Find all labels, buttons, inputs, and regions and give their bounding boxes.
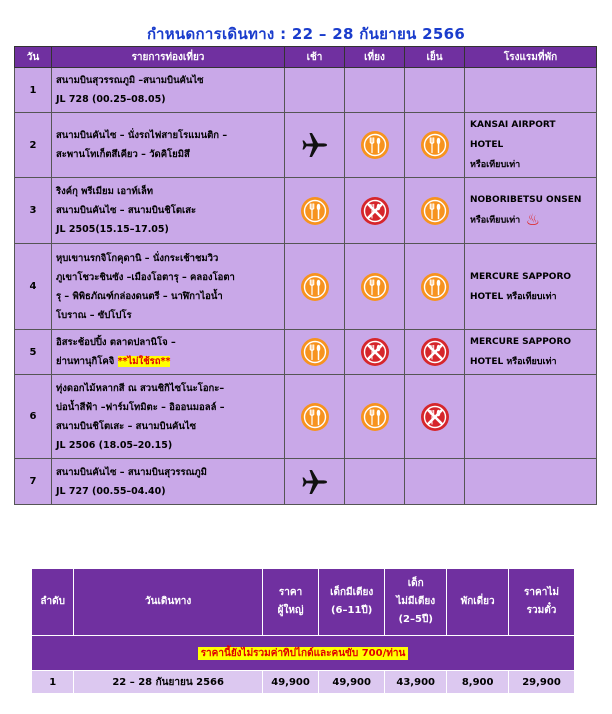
hotel-cell (465, 244, 597, 330)
no-meal-icon (420, 337, 450, 367)
program-cell (52, 375, 285, 459)
day-number: 1 (15, 68, 52, 113)
price-note: ราคานี้ยังไม่รวมค่าทิปไกด์และคนขับ 700/ท่าน (198, 647, 409, 660)
hotel-line: MERCURE SAPPORO (470, 337, 572, 347)
price-header-child-bed (319, 569, 385, 636)
price-header-child-nobed-line2: ไม่มีเตียง (396, 596, 436, 607)
no-meal-icon (360, 337, 390, 367)
price-header-single: พักเดี่ยว (447, 569, 509, 636)
breakfast-cell (285, 330, 345, 375)
itinerary-row (15, 113, 597, 178)
header-program: รายการท่องเที่ยว (52, 47, 285, 68)
hotel-line: KANSAI AIRPORT HOTEL (470, 120, 556, 150)
price-note-row (32, 636, 575, 671)
price-header-child-bed-line2: (6–11ปี) (330, 605, 373, 616)
itinerary-row (15, 178, 597, 244)
itinerary-row (15, 68, 597, 113)
program-cell (52, 330, 285, 375)
program-line: สนามบินคันไซ – นั่งรถไฟสายโรแมนติก – (56, 130, 228, 141)
hotel-line: NOBORIBETSU ONSEN (470, 195, 582, 206)
header-lunch: เที่ยง (345, 47, 405, 68)
meal-icon (360, 130, 390, 160)
hotel-line: หรือเทียบเท่า (470, 160, 521, 170)
hot-spring-icon: ♨ (520, 210, 541, 230)
hotel-cell (465, 178, 597, 244)
price-header-no-ticket (509, 569, 575, 636)
lunch-cell (345, 113, 405, 178)
program-line: อิสระช้อปปิ้ง ตลาดปลานิโจ – (56, 337, 176, 348)
meal-icon (360, 272, 390, 302)
plane-icon (300, 467, 330, 497)
hotel-cell (465, 113, 597, 178)
program-cell (52, 113, 285, 178)
price-table (31, 568, 575, 694)
day-number: 5 (15, 330, 52, 375)
header-breakfast: เช้า (285, 47, 345, 68)
price-child-nobed: 43,900 (385, 671, 447, 694)
price-header-child-nobed-line1: เด็ก (407, 578, 424, 589)
no-meal-icon (360, 196, 390, 226)
itinerary-row (15, 375, 597, 459)
hotel-line: HOTEL หรือเทียบเท่า (470, 357, 557, 367)
lunch-cell (345, 375, 405, 459)
program-line: สะพานโทเก็ตสึเคียว – วัดคิโยมิสึ (56, 149, 190, 160)
program-line: สนามบินชิโตเสะ – สนามบินคันไซ (56, 420, 197, 432)
price-header-no-ticket-line2: รวมตั๋ว (526, 605, 557, 616)
dinner-cell (405, 178, 465, 244)
program-line: สนามบินคันไซ – สนามบินสุวรรณภูมิ (56, 466, 207, 478)
hotel-cell (465, 330, 597, 375)
page-title: กำหนดการเดินทาง : 22 – 28 กันยายน 2566 (146, 25, 466, 43)
breakfast-cell (285, 459, 345, 505)
breakfast-cell (285, 375, 345, 459)
breakfast-cell (285, 68, 345, 113)
hotel-line: MERCURE SAPPORO (470, 271, 572, 282)
lunch-cell (345, 244, 405, 330)
program-cell (52, 68, 285, 113)
price-header-adult-line1: ราคา (278, 587, 303, 598)
price-adult: 49,900 (262, 671, 318, 694)
price-header-row (32, 569, 575, 636)
dinner-cell (405, 244, 465, 330)
price-header-adult (262, 569, 318, 636)
meal-icon (420, 130, 450, 160)
price-header-child-nobed (385, 569, 447, 636)
no-bus-tag: **ไม่ใช้รถ** (117, 356, 171, 367)
meal-icon (300, 272, 330, 302)
header-hotel: โรงแรมที่พัก (465, 47, 597, 68)
meal-icon (360, 402, 390, 432)
program-line-wrap (56, 352, 280, 371)
itinerary-row (15, 330, 597, 375)
program-line: ทุ่งดอกไม้หลากสี ณ สวนชิกิไซโนะโอกะ– (56, 382, 225, 394)
price-header-no-ticket-line1: ราคาไม่ (524, 587, 559, 598)
hotel-cell (465, 459, 597, 505)
dinner-cell (405, 459, 465, 505)
price-header-child-nobed-line3: (2–5ปี) (398, 614, 433, 625)
itinerary-table (14, 46, 597, 505)
price-no: 1 (32, 671, 74, 694)
lunch-cell (345, 330, 405, 375)
price-note-cell (32, 636, 575, 671)
lunch-cell (345, 68, 405, 113)
program-line: สนามบินคันไซ – สนามบินชิโตเสะ (56, 205, 197, 216)
program-line: โบราณ – ซัปโปโร (56, 309, 132, 321)
meal-icon (300, 337, 330, 367)
itinerary-row (15, 459, 597, 505)
dinner-cell (405, 330, 465, 375)
plane-icon (300, 130, 330, 160)
price-header-adult-line2: ผู้ใหญ่ (277, 605, 304, 616)
price-child-bed: 49,900 (319, 671, 385, 694)
no-meal-icon (420, 402, 450, 432)
header-dinner: เย็น (405, 47, 465, 68)
program-line: บ่อน้ำสีฟ้า –ฟาร์มโทมิตะ – อิออนมอลล์ – (56, 401, 225, 413)
lunch-cell (345, 178, 405, 244)
meal-icon (300, 402, 330, 432)
day-number: 3 (15, 178, 52, 244)
program-line: หุบเขานรกจิโกคุดานิ – นั่งกระเช้าชมวิว (56, 252, 219, 264)
program-line: รุ – พิพิธภัณฑ์กล่องดนตรี – นาฬิกาไอน้ำ (56, 290, 223, 302)
dinner-cell (405, 68, 465, 113)
day-number: 2 (15, 113, 52, 178)
hotel-line-wrap (470, 210, 591, 231)
program-line: ภูเขาโชวะชินซัง –เมืองโอตารุ – คลองโอตา (56, 271, 235, 283)
price-single: 8,900 (447, 671, 509, 694)
price-header-no: ลำดับ (32, 569, 74, 636)
dinner-cell (405, 375, 465, 459)
breakfast-cell (285, 178, 345, 244)
day-number: 7 (15, 459, 52, 505)
hotel-cell (465, 68, 597, 113)
hotel-line: หรือเทียบเท่า (470, 215, 521, 226)
day-number: 6 (15, 375, 52, 459)
program-line: JL 2506 (18.05–20.15) (56, 439, 173, 451)
meal-icon (420, 196, 450, 226)
price-no-ticket: 29,900 (509, 671, 575, 694)
price-row (32, 671, 575, 694)
program-line: JL 2505(15.15–17.05) (56, 224, 169, 235)
program-cell (52, 178, 285, 244)
program-line: JL 727 (00.55–04.40) (56, 485, 166, 497)
header-day: วัน (15, 47, 52, 68)
breakfast-cell (285, 113, 345, 178)
dinner-cell (405, 113, 465, 178)
hotel-cell (465, 375, 597, 459)
meal-icon (300, 196, 330, 226)
hotel-line: HOTEL หรือเทียบเท่า (470, 291, 557, 302)
lunch-cell (345, 459, 405, 505)
price-header-date: วันเดินทาง (74, 569, 262, 636)
itinerary-row (15, 244, 597, 330)
itinerary-header-row (15, 47, 597, 68)
day-number: 4 (15, 244, 52, 330)
price-date: 22 – 28 กันยายน 2566 (74, 671, 262, 694)
program-cell (52, 244, 285, 330)
meal-icon (420, 272, 450, 302)
breakfast-cell (285, 244, 345, 330)
program-cell (52, 459, 285, 505)
program-line: สนามบินสุวรรณภูมิ –สนามบินคันไซ (56, 75, 204, 86)
program-line: ริงค์กุ พรีเมียม เอาท์เล็ท (56, 186, 154, 197)
price-header-child-bed-line1: เด็กมีเตียง (330, 587, 374, 598)
program-line: ย่านทานุกิโคจิ (56, 356, 115, 367)
program-line: JL 728 (00.25–08.05) (56, 94, 166, 105)
